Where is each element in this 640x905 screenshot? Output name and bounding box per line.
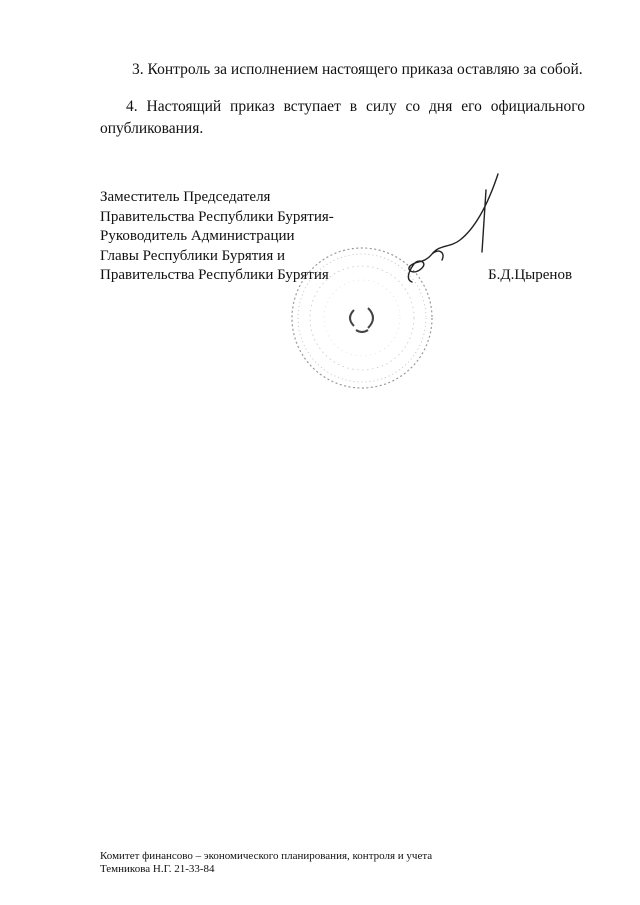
signer-name: Б.Д.Цыренов (488, 267, 573, 283)
signer-title-line: Главы Республики Бурятия и (100, 247, 285, 264)
footer-department: Комитет финансово – экономического планирования, контроля и учета (100, 850, 433, 862)
signer-title-line: Руководитель Администрации (100, 228, 295, 244)
footer (100, 850, 432, 876)
signer-title-line: Правительства Республики Бурятия- (100, 208, 334, 225)
signer-title-line: Заместитель Председателя (100, 189, 271, 205)
paragraph-3: 3. Контроль за исполнением настоящего приказа оставляю за собой. (132, 61, 583, 78)
signature (310, 168, 510, 298)
paragraph-4: 4. Настоящий приказ вступает в силу со дня его официального опубликования. (100, 98, 585, 137)
signer-title-line: Правительства Республики Бурятия (100, 267, 329, 283)
footer-contact: Темникова Н.Г. 21-33-84 (100, 863, 215, 875)
